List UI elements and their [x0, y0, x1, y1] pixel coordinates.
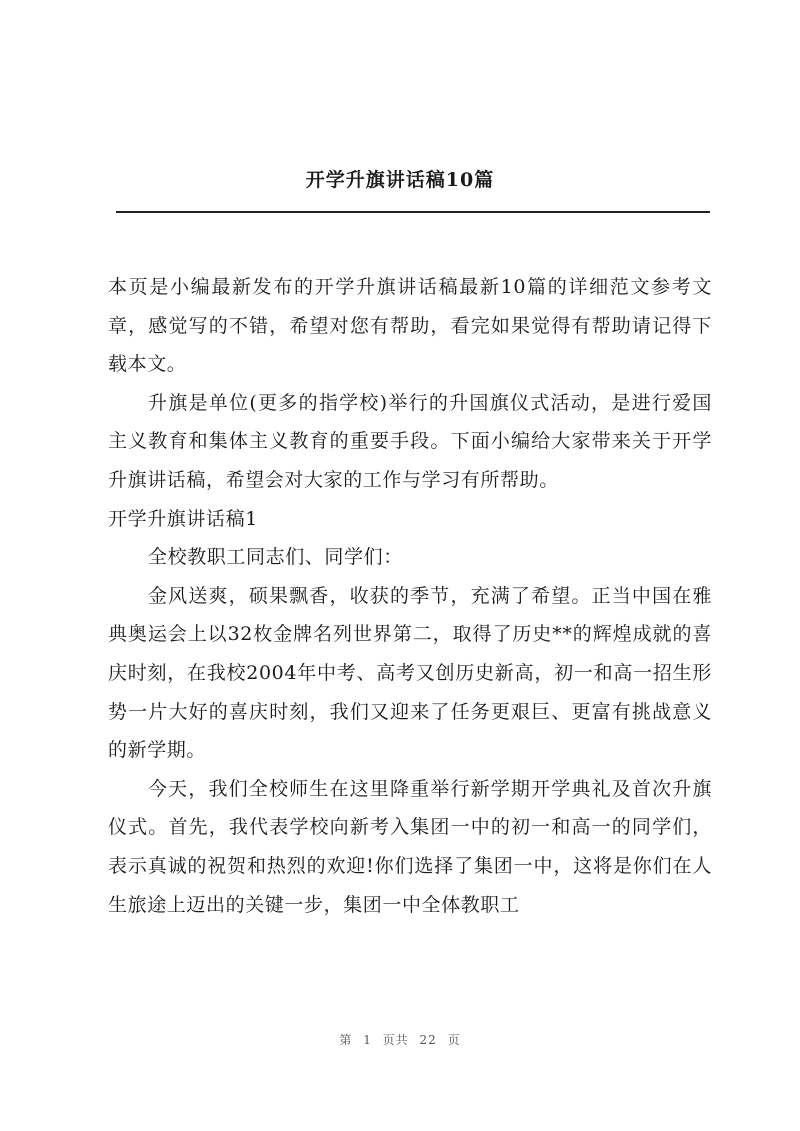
footer-current-page: 1 — [363, 1033, 372, 1047]
title-divider — [116, 211, 710, 213]
page-number-footer — [0, 1031, 800, 1048]
section-heading: 开学升旗讲话稿1 — [108, 507, 258, 530]
intro-paragraph: 本页是小编最新发布的开学升旗讲话稿最新10篇的详细范文参考文章，感觉写的不错，希望对您有帮助，看完如果觉得有帮助请记得下载本文。 — [108, 276, 712, 376]
footer-label-page: 第 — [339, 1033, 353, 1047]
body-paragraph: 金风送爽，硕果飘香，收获的季节，充满了希望。正当中国在雅典奥运会上以32枚金牌名列世界第二，取得了历史**的辉煌成就的喜庆时刻，在我校2004年中考、高考又创历史新高，初一和高一招生形势一片大好的喜庆时刻，我们又迎来了任务更艰巨、更富有挑战意义的新学期。 — [108, 584, 712, 762]
body-paragraph: 今天，我们全校师生在这里降重举行新学期开学典礼及首次升旗仪式。首先，我代表学校向新考入集团一中的初一和高一的同学们，表示真诚的祝贺和热烈的欢迎!你们选择了集团一中，这将是你们在人生旅途上迈出的关键一步，集团一中全体教职工 — [108, 777, 712, 916]
summary-paragraph: 升旗是单位(更多的指学校)举行的升国旗仪式活动，是进行爱国主义教育和集体主义教育的重要手段。下面小编给大家带来关于开学升旗讲话稿，希望会对大家的工作与学习有所帮助。 — [108, 391, 712, 491]
footer-label-of: 页共 — [382, 1033, 409, 1047]
salutation-paragraph: 全校教职工同志们、同学们： — [148, 546, 403, 569]
footer-total-pages: 22 — [419, 1033, 437, 1047]
footer-label-suffix: 页 — [447, 1033, 461, 1047]
document-title: 开学升旗讲话稿10篇 — [305, 169, 495, 191]
document-body — [108, 268, 712, 924]
